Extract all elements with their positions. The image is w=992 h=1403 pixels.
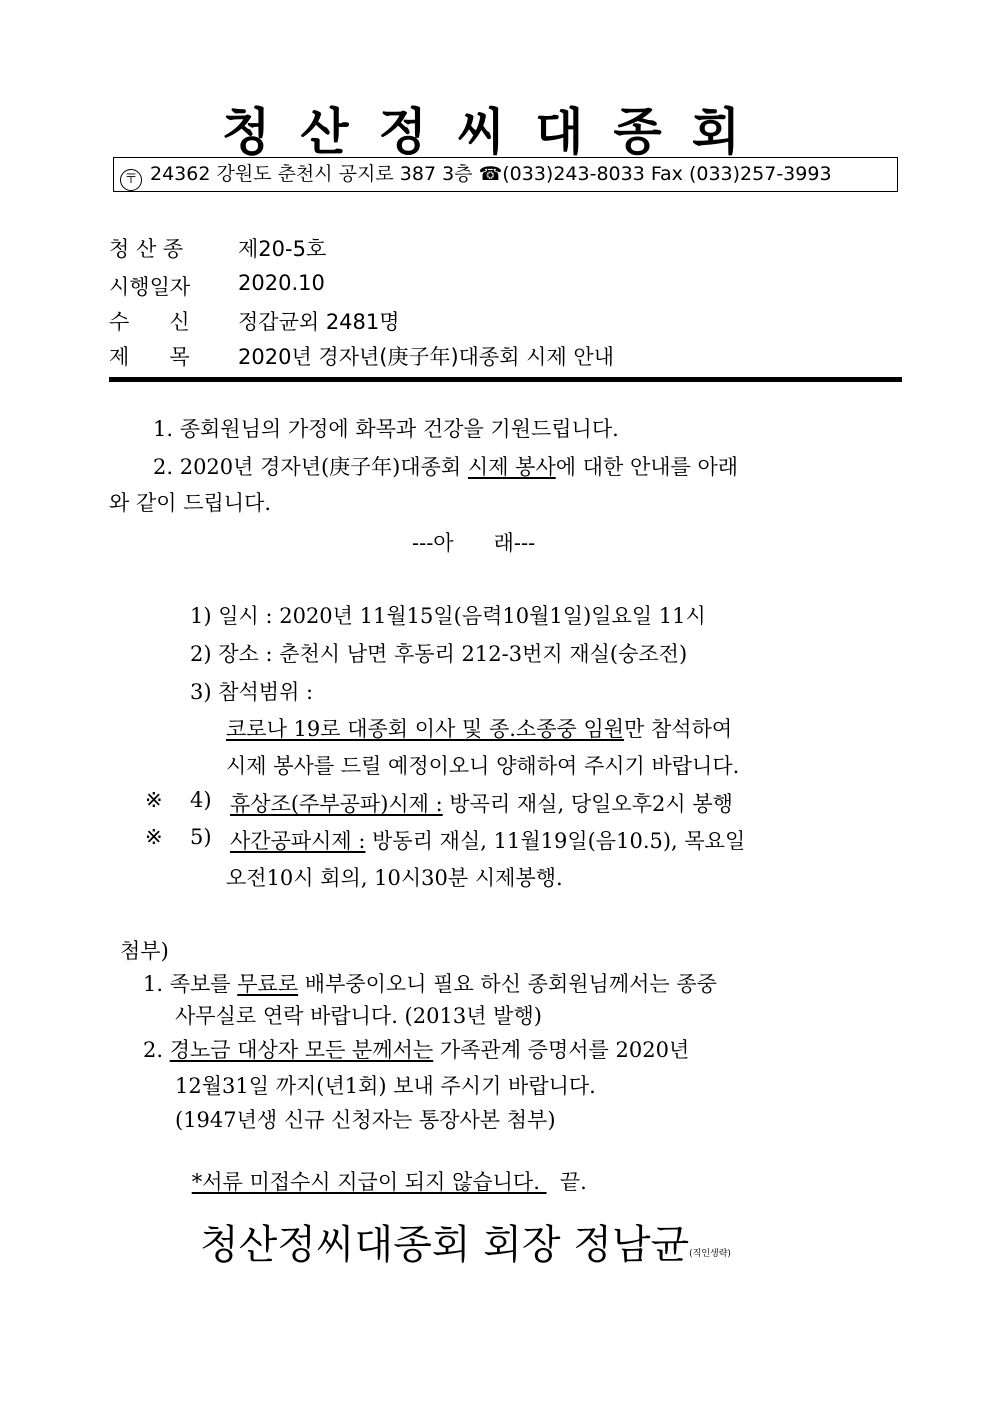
item-3-line-2: 시제 봉사를 드릴 예정이오니 양해하여 주시기 바랍니다.: [226, 754, 740, 778]
meta-key-number: 청 산 종: [109, 237, 184, 261]
signature-text: 청산정씨대종회 회장 정남균: [200, 1222, 690, 1268]
item-4: 휴상조(주부공파)시제 : 방곡리 재실, 당일오후2시 봉행: [230, 792, 733, 816]
paragraph-2-line-1: 2. 2020년 경자년(庚子年)대종회 시제 봉사에 대한 안내를 아래: [153, 455, 739, 479]
paragraph-2-line-2: 와 같이 드립니다.: [109, 491, 272, 515]
item-3-line-1: 코로나 19로 대종회 이사 및 종.소종중 임원만 참석하여: [226, 717, 733, 741]
section-heading: ---아 래---: [412, 531, 536, 555]
item-5-line-2: 오전10시 회의, 10시30분 시제봉행.: [226, 866, 563, 890]
item-4-number: 4): [190, 788, 212, 812]
signature: [200, 1213, 731, 1270]
reference-mark: ※: [145, 788, 163, 812]
attachment-2: 2. 경노금 대상자 모든 분께서는 가족관계 증명서를 2020년: [143, 1038, 690, 1062]
meta-value-date: 2020.10: [238, 271, 325, 295]
address-box: [113, 157, 898, 192]
seal-omitted-note: (직인생략): [689, 1249, 731, 1259]
meta-key-date: 시행일자: [109, 275, 191, 299]
meta-value-number: 제20-5호: [238, 237, 327, 261]
attachment-2-line-2: 12월31일 까지(년1회) 보내 주시기 바랍니다.: [175, 1074, 596, 1098]
meta-key-subject: 제 목: [109, 345, 190, 369]
item-3: 3) 참석범위 :: [190, 680, 314, 704]
attachment-heading: 첨부): [120, 939, 169, 963]
underlined-text: 시제 봉사: [467, 455, 556, 479]
meta-value-recipient: 정갑균외 2481명: [238, 310, 400, 334]
paragraph-1: 1. 종회원님의 가정에 화목과 건강을 기원드립니다.: [153, 417, 619, 441]
meta-key-recipient: 수 신: [109, 310, 190, 334]
divider-rule: [109, 377, 902, 382]
item-1: 1) 일시 : 2020년 11월15일(음력10월1일)일요일 11시: [190, 604, 706, 628]
note: *서류 미접수시 지급이 되지 않습니다. 끝.: [191, 1170, 587, 1194]
item-5-number: 5): [190, 825, 212, 849]
telephone-icon: ☎: [478, 163, 503, 185]
address-text: 24362 강원도 춘천시 공지로 387 3층: [150, 163, 479, 185]
item-5: 사간공파시제 : 방동리 재실, 11월19일(음10.5), 목요일: [230, 829, 746, 853]
phone-fax-text: (033)243-8033 Fax (033)257-3993: [502, 163, 832, 185]
meta-value-subject: 2020년 경자년(庚子年)대종회 시제 안내: [238, 345, 614, 369]
item-2: 2) 장소 : 춘천시 남면 후동리 212-3번지 재실(숭조전): [190, 642, 688, 666]
reference-mark: ※: [145, 825, 163, 849]
attachment-2-line-3: (1947년생 신규 신청자는 통장사본 첨부): [175, 1108, 556, 1132]
postal-mark-icon: 〒: [120, 169, 142, 191]
page-title: 청산정씨대종회: [221, 102, 771, 161]
attachment-1-line-2: 사무실로 연락 바랍니다. (2013년 발행): [175, 1004, 542, 1028]
attachment-1: 1. 족보를 무료로 배부중이오니 필요 하신 종회원님께서는 종중: [143, 972, 717, 996]
